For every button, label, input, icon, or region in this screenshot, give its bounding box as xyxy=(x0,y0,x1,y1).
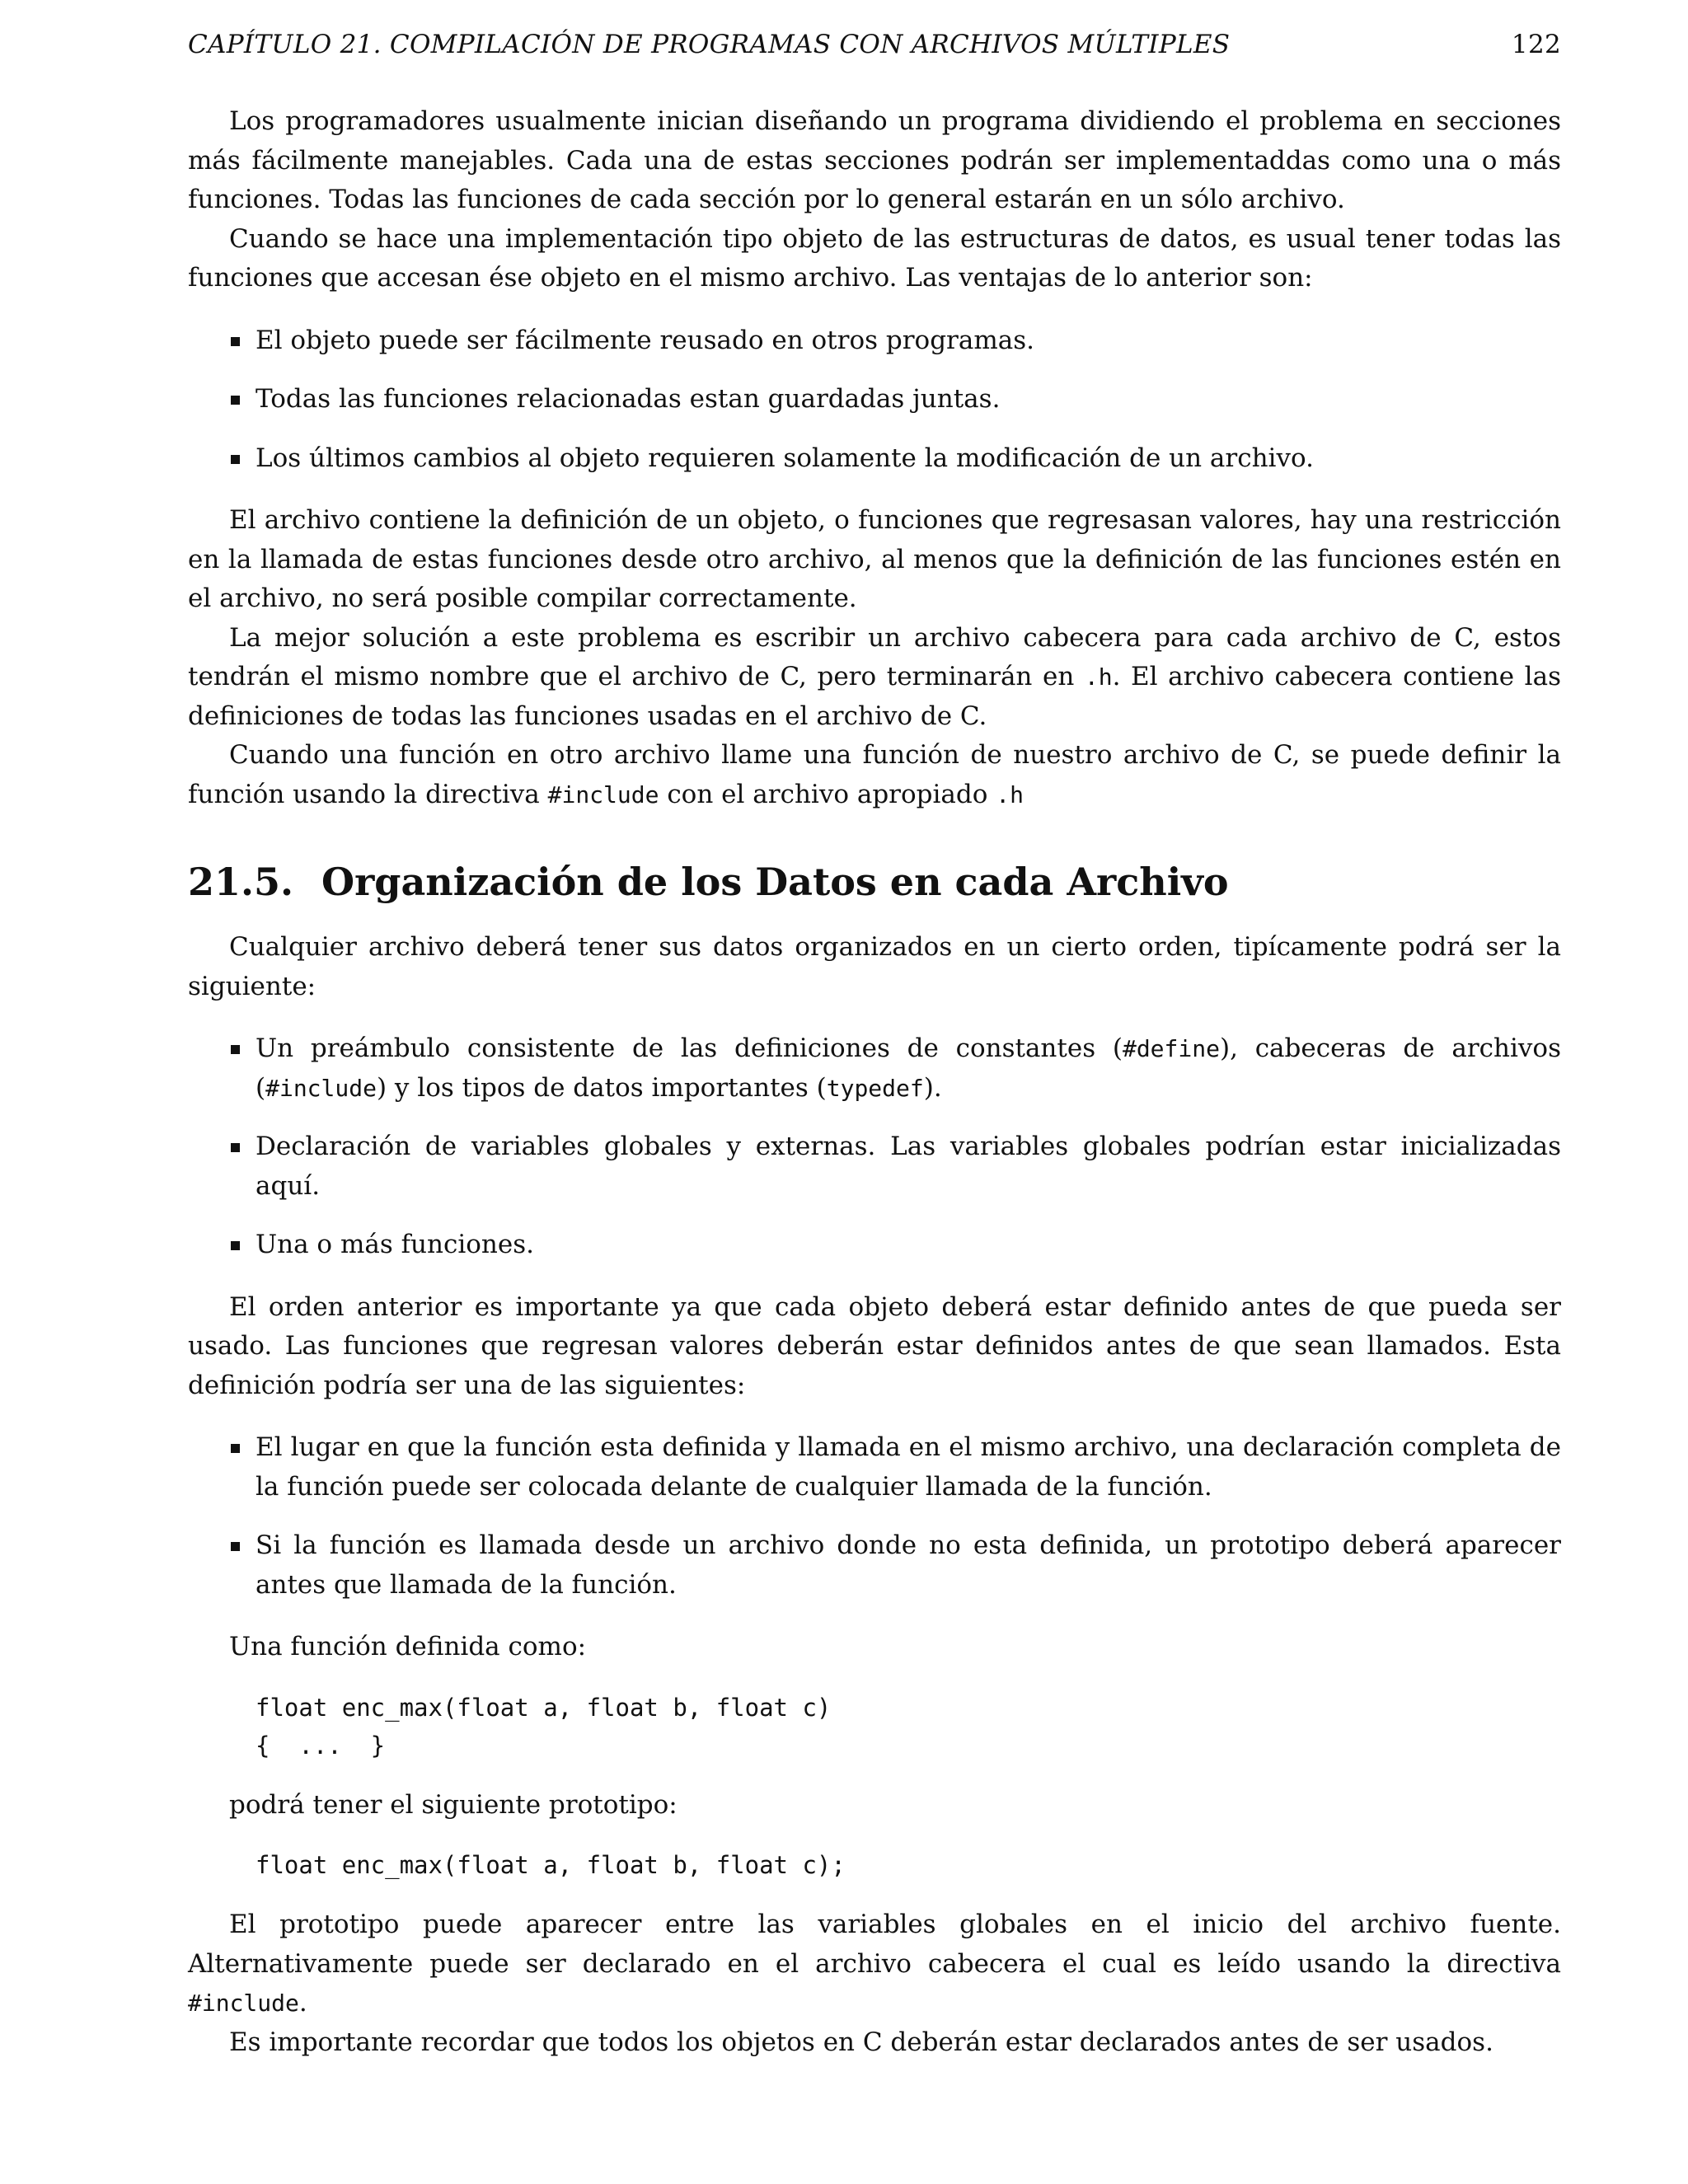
running-header xyxy=(188,30,1561,59)
page-body xyxy=(188,102,1561,2062)
paragraph: Cuando se hace una implementación tipo objeto de las estructuras de datos, es usual tener todas las funciones que accesan ése objeto en el mismo archivo. Las ventajas de lo anterior son: xyxy=(188,223,1561,293)
paragraph: El orden anterior es importante ya que cada objeto deberá estar definido antes de que pueda ser usado. Las funciones que regresan valores deberán estar definidos antes de que sean llamados. Esta definición podría ser una de las siguientes: xyxy=(188,1291,1561,1400)
list-item: Si la función es llamada desde un archivo donde no esta definida, un prototipo deberá aparecer antes que llamada de la función. xyxy=(188,1526,1561,1605)
paragraph: Los programadores usualmente inician diseñando un programa dividiendo el problema en secciones más fácilmente manejables. Cada una de estas secciones podrán ser implementaddas como una o más funciones. Todas las funciones de cada sección por lo general estarán en un sólo archivo. xyxy=(188,106,1561,214)
list-item: Una o más funciones. xyxy=(188,1226,1561,1265)
paragraph: Cualquier archivo deberá tener sus datos organizados en un cierto orden, tipícamente podrá ser la siguiente: xyxy=(188,932,1561,1001)
code-block xyxy=(256,1689,1561,1765)
bullet-icon xyxy=(231,455,240,464)
section-heading xyxy=(188,857,1561,907)
inline-code: typedef xyxy=(826,1074,924,1102)
bullet-icon xyxy=(231,1143,240,1152)
bullet-icon xyxy=(231,337,240,346)
page-number: 122 xyxy=(1511,30,1561,59)
advantages-list xyxy=(188,321,1561,479)
code-line: { ... } xyxy=(256,1731,386,1760)
code-line: float enc_max(float a, float b, float c); xyxy=(256,1851,846,1879)
paragraph: El prototipo puede aparecer entre las variables globales en el inicio del archivo fuente. Alternativamente puede ser declarado en el archivo cabecera el cual es leído usando la directiva #include. xyxy=(188,1910,1561,2018)
bullet-icon xyxy=(231,1241,240,1250)
list-item: Declaración de variables globales y externas. Las variables globales podrían estar inicializadas aquí. xyxy=(188,1127,1561,1206)
list-item: Un preámbulo consistente de las definiciones de constantes (#define), cabeceras de archivos (#include) y los tipos de datos importantes (typedef). xyxy=(188,1029,1561,1108)
bullet-icon xyxy=(231,1045,240,1054)
inline-code: #include xyxy=(188,1990,299,2017)
bullet-icon xyxy=(231,1444,240,1453)
code-block xyxy=(256,1846,1561,1884)
inline-code: .h xyxy=(996,780,1024,808)
inline-code: #define xyxy=(1122,1035,1220,1062)
inline-code: #include xyxy=(547,780,659,808)
file-order-list xyxy=(188,1029,1561,1265)
list-item: El objeto puede ser fácilmente reusado en otros programas. xyxy=(188,321,1561,361)
code-line: float enc_max(float a, float b, float c) xyxy=(256,1693,832,1722)
list-item: El lugar en que la función esta definida y llamada en el mismo archivo, una declaración completa de la función puede ser colocada delante de cualquier llamada de la función. xyxy=(188,1428,1561,1507)
paragraph: Cuando una función en otro archivo llame una función de nuestro archivo de C, se puede definir la función usando la directiva #include con el archivo apropiado .h xyxy=(188,740,1561,809)
inline-code: #include xyxy=(265,1074,377,1102)
definition-options-list xyxy=(188,1428,1561,1605)
list-item: Los últimos cambios al objeto requieren solamente la modificación de un archivo. xyxy=(188,439,1561,479)
paragraph: La mejor solución a este problema es escribir un archivo cabecera para cada archivo de C, estos tendrán el mismo nombre que el archivo de C, pero terminarán en .h. El archivo cabecera contiene las definiciones de todas las funciones usadas en el archivo de C. xyxy=(188,622,1561,731)
chapter-title: CAPÍTULO 21. COMPILACIÓN DE PROGRAMAS CON ARCHIVOS MÚLTIPLES xyxy=(188,30,1231,59)
bullet-icon xyxy=(231,396,240,405)
paragraph: El archivo contiene la definición de un objeto, o funciones que regresasan valores, hay una restricción en la llamada de estas funciones desde otro archivo, al menos que la definición de las funciones estén en el archivo, no será posible compilar correctamente. xyxy=(188,505,1561,613)
section-number: 21.5. xyxy=(188,860,294,904)
paragraph: Es importante recordar que todos los objetos en C deberán estar declarados antes de ser usados. xyxy=(229,2027,1493,2057)
paragraph: podrá tener el siguiente prototipo: xyxy=(229,1789,678,1820)
inline-code: .h xyxy=(1084,663,1113,691)
paragraph: Una función definida como: xyxy=(229,1632,587,1661)
list-item: Todas las funciones relacionadas estan guardadas juntas. xyxy=(188,380,1561,419)
section-title: Organización de los Datos en cada Archivo xyxy=(321,860,1229,904)
bullet-icon xyxy=(231,1542,240,1551)
